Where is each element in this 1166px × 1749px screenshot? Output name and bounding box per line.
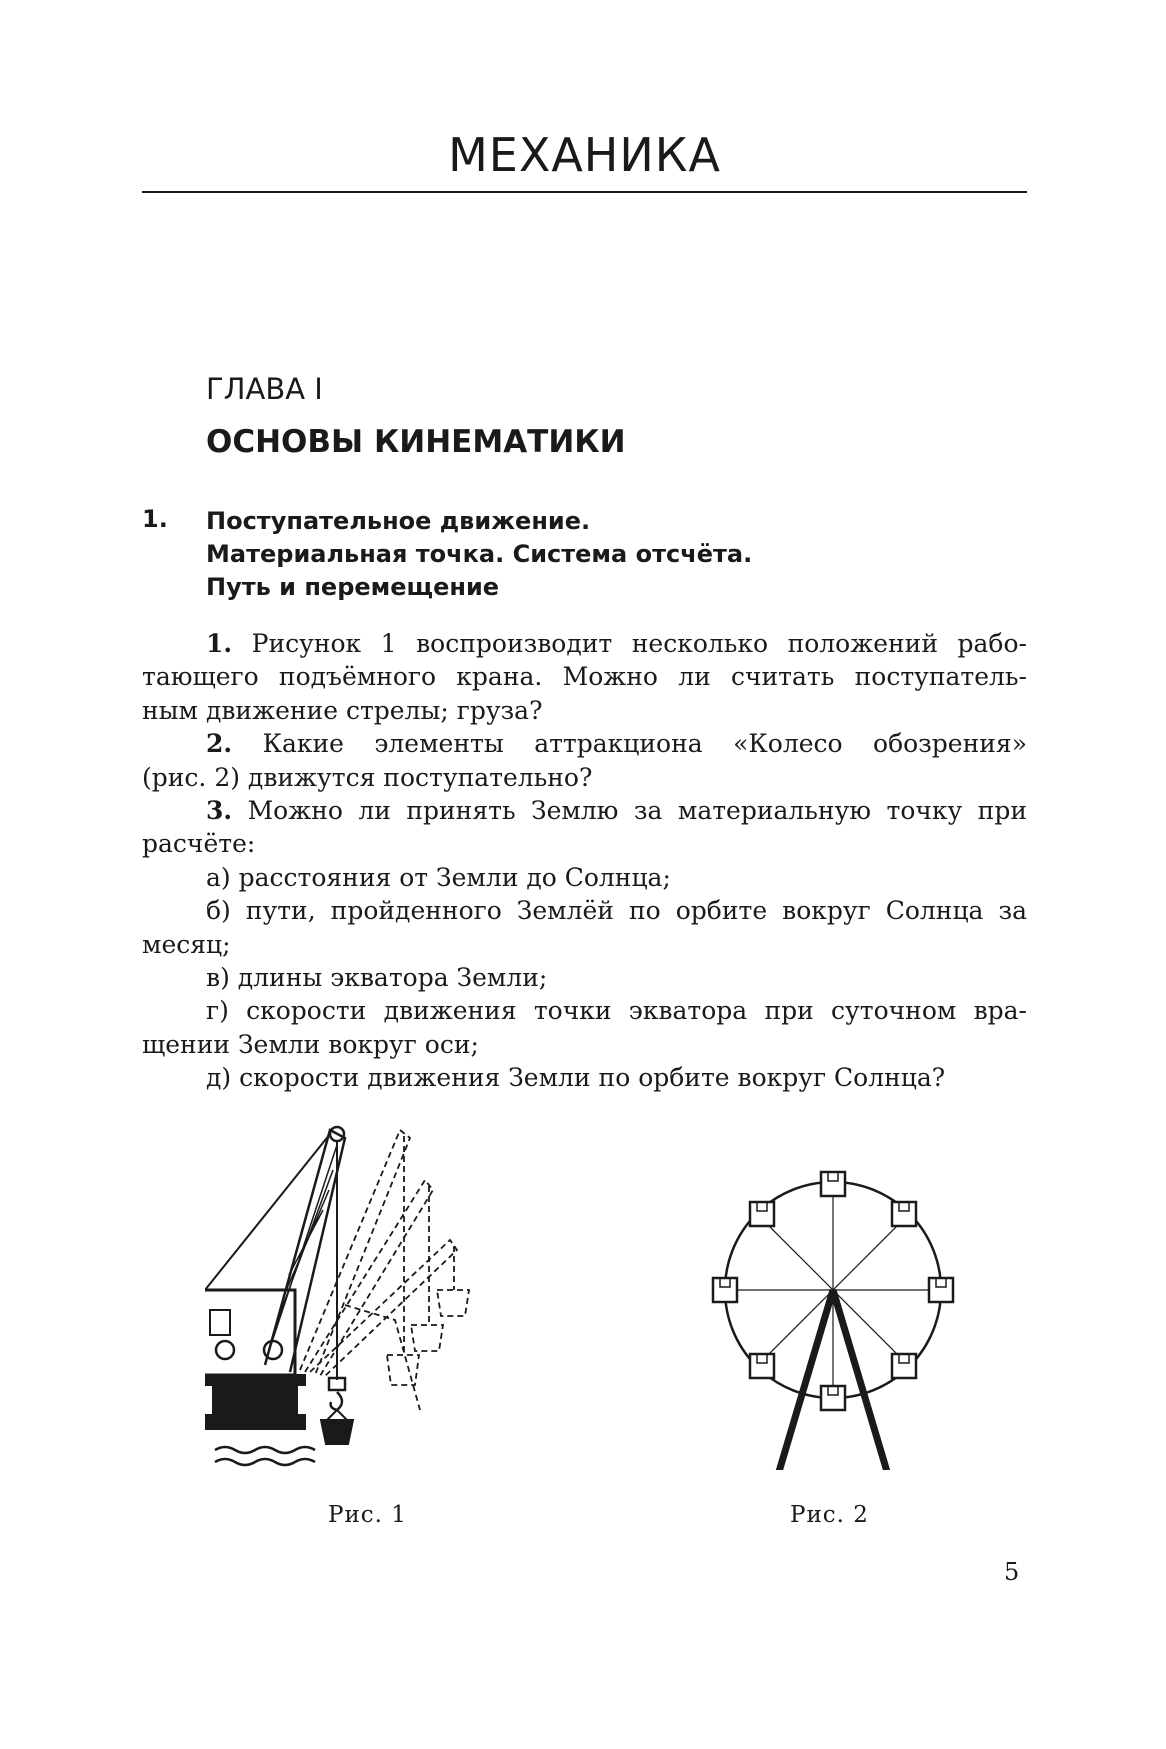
problem-1-line: тающего подъёмного крана. Можно ли считать поступатель-: [142, 662, 1027, 692]
part-title: МЕХАНИКА: [448, 128, 721, 182]
figure-2-caption: Рис. 2: [790, 1502, 869, 1528]
ferris-wheel-figure: [700, 1110, 970, 1470]
section-number: 1.: [142, 505, 168, 533]
section-title-line: Материальная точка. Система отсчёта.: [206, 540, 753, 568]
problem-3-option-b: месяц;: [142, 929, 231, 959]
section-title-line: Путь и перемещение: [206, 573, 500, 601]
problem-3-option-c: в) длины экватора Земли;: [206, 963, 548, 993]
problem-1-line: ным движение стрелы; груза?: [142, 695, 543, 725]
figure-1-caption: Рис. 1: [328, 1502, 407, 1528]
problem-2-line: [142, 727, 1027, 760]
section-title: [206, 505, 752, 604]
problem-3-option-a: а) расстояния от Земли до Солнца;: [206, 862, 671, 892]
problem-text: Какие элементы аттракциона «Колесо обозрения»: [262, 729, 1027, 759]
problem-3-option-b: б) пути, пройденного Землёй по орбите вокруг Солнца за: [206, 896, 1027, 926]
problem-text: Можно ли принять Землю за материальную точку при: [247, 796, 1027, 826]
problem-3-option-e: д) скорости движения Земли по орбите вокруг Солнца?: [206, 1063, 946, 1093]
problem-number: 1.: [206, 629, 233, 658]
page-number: 5: [1004, 1558, 1020, 1586]
problem-3-line: [142, 794, 1027, 827]
problem-number: 2.: [206, 729, 233, 759]
chapter-label: ГЛАВА I: [206, 372, 323, 406]
problem-2-line: (рис. 2) движутся поступательно?: [142, 762, 593, 792]
part-title-rule: [142, 191, 1027, 193]
problem-1-line: [142, 627, 1027, 660]
figures: [0, 1110, 1166, 1530]
problem-number: 3.: [206, 796, 233, 826]
problem-3-line: расчёте:: [142, 829, 256, 859]
problem-3-option-d: г) скорости движения точки экватора при суточном вра-: [206, 996, 1027, 1026]
section-title-line: Поступательное движение.: [206, 507, 591, 535]
chapter-title: ОСНОВЫ КИНЕМАТИКИ: [206, 424, 626, 460]
problem-3-option-d: щении Земли вокруг оси;: [142, 1029, 479, 1059]
problem-text: Рисунок 1 воспроизводит несколько положений рабо-: [251, 629, 1027, 658]
problem-list: [142, 627, 1027, 1095]
crane-figure: [205, 1110, 545, 1470]
